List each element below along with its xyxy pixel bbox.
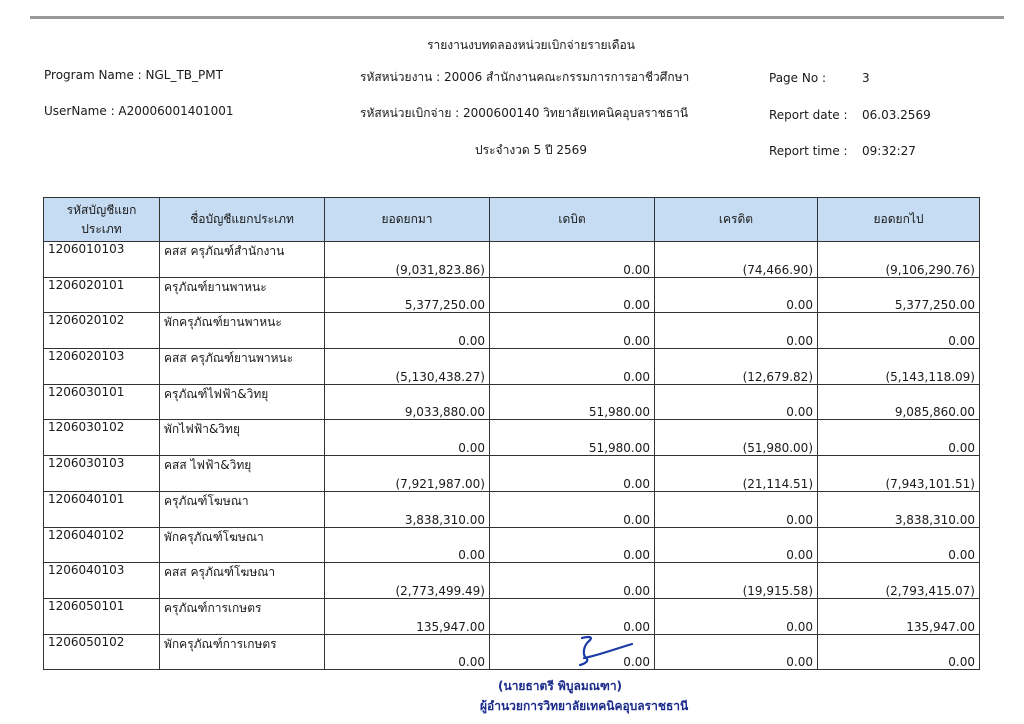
table-row <box>44 242 980 278</box>
closing-balance: 0.00 <box>818 313 980 349</box>
page-no-label: Page No : <box>769 71 827 85</box>
credit: 0.00 <box>655 313 818 349</box>
opening-balance: 0.00 <box>325 420 490 456</box>
table-row <box>44 598 980 634</box>
table-row <box>44 491 980 527</box>
table-row <box>44 384 980 420</box>
closing-balance: 9,085,860.00 <box>818 384 980 420</box>
account-name: คสส ครุภัณฑ์ยานพาหนะ <box>160 349 325 385</box>
opening-balance: 3,838,310.00 <box>325 491 490 527</box>
credit: 0.00 <box>655 634 818 670</box>
opening-balance: (9,031,823.86) <box>325 242 490 278</box>
handwritten-signature <box>576 634 636 668</box>
opening-balance: (2,773,499.49) <box>325 563 490 599</box>
col-header-credit: เครดิต <box>655 198 818 242</box>
table-header-row <box>44 198 980 242</box>
report-time-label: Report time : <box>769 144 848 158</box>
debit: 0.00 <box>490 242 655 278</box>
account-code: 1206020102 <box>44 313 160 349</box>
account-name: พักไฟฟ้า&วิทยุ <box>160 420 325 456</box>
account-code: 1206020101 <box>44 277 160 313</box>
col-header-closing-balance: ยอดยกไป <box>818 198 980 242</box>
account-code: 1206010103 <box>44 242 160 278</box>
credit: 0.00 <box>655 384 818 420</box>
account-name: พักครุภัณฑ์การเกษตร <box>160 634 325 670</box>
closing-balance: (9,106,290.76) <box>818 242 980 278</box>
trial-balance-table <box>43 197 980 670</box>
user-name: UserName : A20006001401001 <box>44 104 234 118</box>
col-header-debit: เดบิต <box>490 198 655 242</box>
signatory-name: (นายธาตรี พิบูลมณฑา) <box>498 679 623 693</box>
account-code: 1206040101 <box>44 491 160 527</box>
opening-balance: 0.00 <box>325 527 490 563</box>
credit: 0.00 <box>655 491 818 527</box>
account-code: 1206050101 <box>44 598 160 634</box>
credit: 0.00 <box>655 277 818 313</box>
account-name: ครุภัณฑ์โฆษณา <box>160 491 325 527</box>
debit: 0.00 <box>490 598 655 634</box>
credit: (74,466.90) <box>655 242 818 278</box>
table-row <box>44 420 980 456</box>
debit: 51,980.00 <box>490 384 655 420</box>
closing-balance: 0.00 <box>818 420 980 456</box>
account-name: พักครุภัณฑ์โฆษณา <box>160 527 325 563</box>
credit: (21,114.51) <box>655 456 818 492</box>
account-name: พักครุภัณฑ์ยานพาหนะ <box>160 313 325 349</box>
account-name: ครุภัณฑ์การเกษตร <box>160 598 325 634</box>
credit: (12,679.82) <box>655 349 818 385</box>
closing-balance: 135,947.00 <box>818 598 980 634</box>
closing-balance: 3,838,310.00 <box>818 491 980 527</box>
program-name: Program Name : NGL_TB_PMT <box>44 68 223 82</box>
account-code: 1206030102 <box>44 420 160 456</box>
top-rule <box>30 16 1004 19</box>
page-no-value: 3 <box>862 71 870 85</box>
report-time-value: 09:32:27 <box>862 144 916 158</box>
opening-balance: 5,377,250.00 <box>325 277 490 313</box>
opening-balance: (7,921,987.00) <box>325 456 490 492</box>
credit: (51,980.00) <box>655 420 818 456</box>
credit: (19,915.58) <box>655 563 818 599</box>
opening-balance: 0.00 <box>325 634 490 670</box>
account-code: 1206040103 <box>44 563 160 599</box>
credit: 0.00 <box>655 527 818 563</box>
table-row <box>44 527 980 563</box>
closing-balance: 5,377,250.00 <box>818 277 980 313</box>
debit: 0.00 <box>490 277 655 313</box>
debit: 0.00 <box>490 349 655 385</box>
account-code: 1206020103 <box>44 349 160 385</box>
account-code: 1206030103 <box>44 456 160 492</box>
account-name: ครุภัณฑ์ไฟฟ้า&วิทยุ <box>160 384 325 420</box>
table-row <box>44 634 980 670</box>
table-row <box>44 313 980 349</box>
report-period: ประจำงวด 5 ปี 2569 <box>475 143 587 157</box>
agency-code: รหัสหน่วยงาน : 20006 สำนักงานคณะกรรมการการอาชีวศึกษา <box>360 70 690 84</box>
account-code: 1206040102 <box>44 527 160 563</box>
closing-balance: (7,943,101.51) <box>818 456 980 492</box>
opening-balance: 0.00 <box>325 313 490 349</box>
opening-balance: (5,130,438.27) <box>325 349 490 385</box>
debit: 51,980.00 <box>490 420 655 456</box>
account-code: 1206030101 <box>44 384 160 420</box>
debit: 0.00 <box>490 456 655 492</box>
closing-balance: 0.00 <box>818 634 980 670</box>
account-name: คสส ไฟฟ้า&วิทยุ <box>160 456 325 492</box>
table-row <box>44 349 980 385</box>
account-code: 1206050102 <box>44 634 160 670</box>
account-name: คสส ครุภัณฑ์สำนักงาน <box>160 242 325 278</box>
table-row <box>44 456 980 492</box>
report-date-value: 06.03.2569 <box>862 108 931 122</box>
report-date-label: Report date : <box>769 108 848 122</box>
disbursement-code: รหัสหน่วยเบิกจ่าย : 2000600140 วิทยาลัยเทคนิคอุบลราชธานี <box>360 106 689 120</box>
col-header-opening-balance: ยอดยกมา <box>325 198 490 242</box>
debit: 0.00 <box>490 634 655 670</box>
signatory-title: ผู้อำนวยการวิทยาลัยเทคนิคอุบลราชธานี <box>480 699 689 713</box>
col-header-account-code: รหัสบัญชีแยกประเภท <box>44 198 160 242</box>
closing-balance: (2,793,415.07) <box>818 563 980 599</box>
debit: 0.00 <box>490 563 655 599</box>
credit: 0.00 <box>655 598 818 634</box>
debit: 0.00 <box>490 491 655 527</box>
opening-balance: 135,947.00 <box>325 598 490 634</box>
report-title: รายงานงบทดลองหน่วยเบิกจ่ายรายเดือน <box>427 38 635 52</box>
account-name: คสส ครุภัณฑ์โฆษณา <box>160 563 325 599</box>
account-name: ครุภัณฑ์ยานพาหนะ <box>160 277 325 313</box>
closing-balance: 0.00 <box>818 527 980 563</box>
debit: 0.00 <box>490 313 655 349</box>
debit: 0.00 <box>490 527 655 563</box>
opening-balance: 9,033,880.00 <box>325 384 490 420</box>
col-header-account-name: ชื่อบัญชีแยกประเภท <box>160 198 325 242</box>
closing-balance: (5,143,118.09) <box>818 349 980 385</box>
table-row <box>44 563 980 599</box>
table-row <box>44 277 980 313</box>
